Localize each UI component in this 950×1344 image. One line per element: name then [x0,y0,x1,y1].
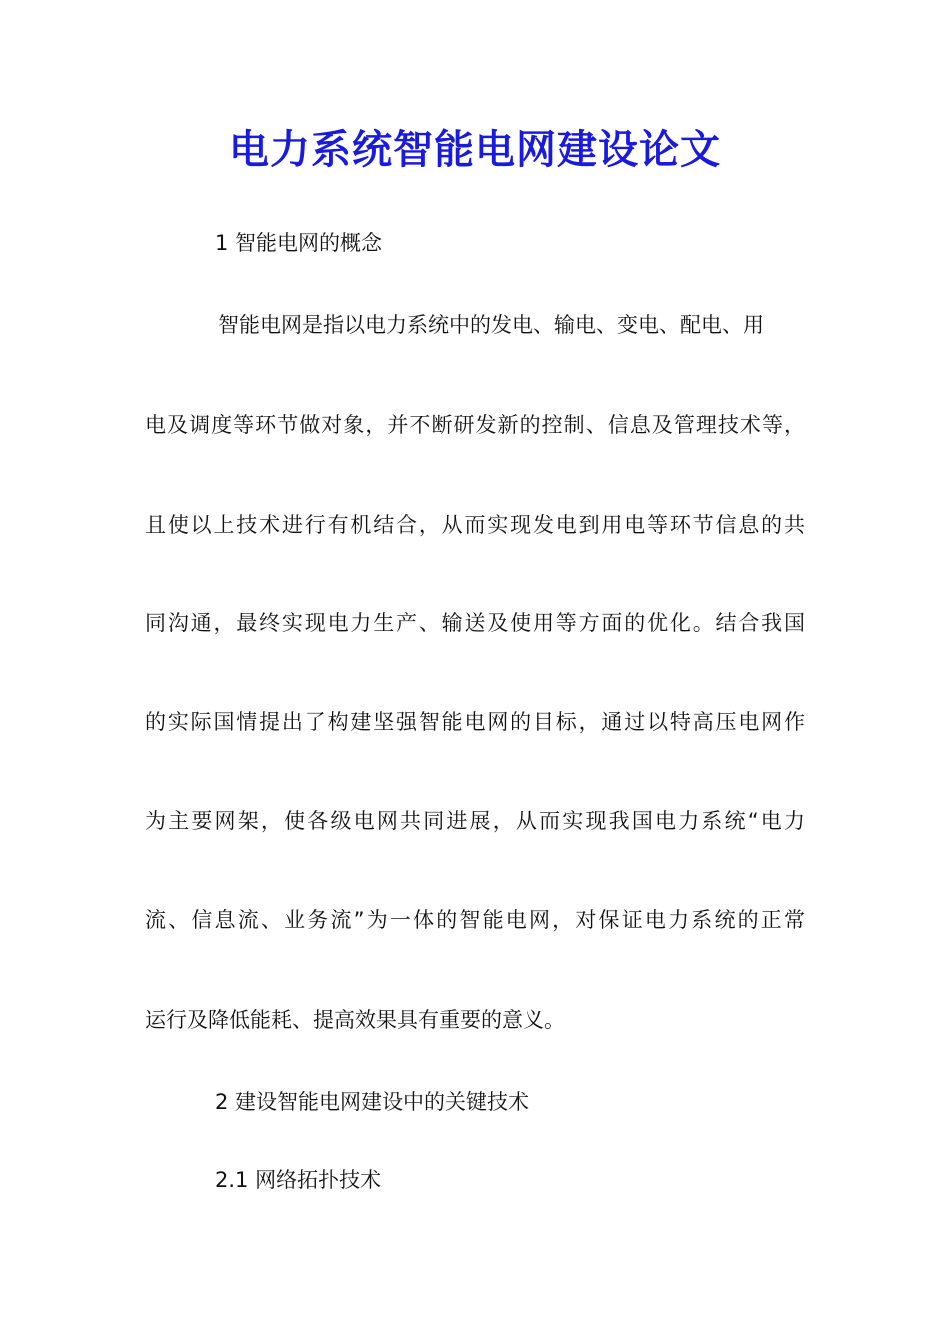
page-title: 电力系统智能电网建设论文 [229,126,721,173]
paragraph-line: 电及调度等环节做对象，并不断研发新的控制、信息及管理技术等， [145,413,805,437]
paragraph-line: 流、信息流、业务流”为一体的智能电网，对保证电力系统的正常 [145,908,805,932]
paragraph-line: 且使以上技术进行有机结合，从而实现发电到用电等环节信息的共 [145,513,805,537]
paragraph-line: 智能电网是指以电力系统中的发电、输电、变电、配电、用 [218,313,764,337]
paragraph-line: 为主要网架，使各级电网共同进展，从而实现我国电力系统“电力 [145,809,805,833]
paragraph-line: 同沟通，最终实现电力生产、输送及使用等方面的优化。结合我国 [145,611,805,635]
section-heading-1: 1 智能电网的概念 [215,231,383,255]
section-heading-2-1: 2.1 网络拓扑技术 [215,1168,382,1192]
paragraph-line: 的实际国情提出了构建坚强智能电网的目标，通过以特高压电网作 [145,710,805,734]
section-heading-2: 2 建设智能电网建设中的关键技术 [215,1090,530,1114]
paragraph-line: 运行及降低能耗、提高效果具有重要的意义。 [145,1008,565,1032]
